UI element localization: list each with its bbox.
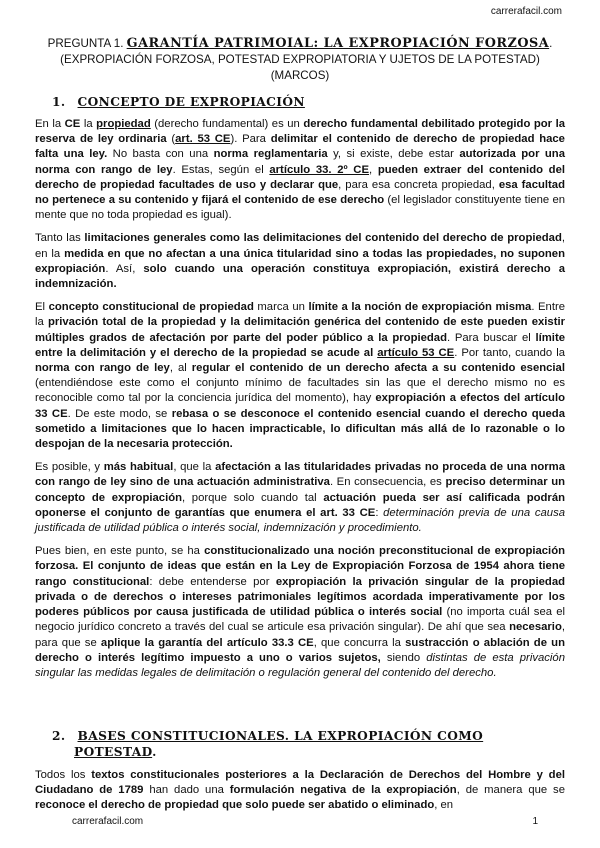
text-run: ). Para bbox=[230, 133, 271, 146]
text-run: . Estas, según el bbox=[172, 163, 270, 176]
text-run: CE bbox=[64, 118, 81, 130]
text-run: siendo bbox=[380, 651, 427, 664]
paragraph bbox=[35, 117, 565, 223]
text-run: . En consecuencia, es bbox=[329, 476, 446, 489]
text-run: autorizada por una norma con rango de ley bbox=[35, 148, 565, 176]
section-title: CONCEPTO DE EXPROPIACIÓN bbox=[77, 95, 305, 109]
text-run: expropiación la privación singular de la propiedad privada o de derechos o intereses patrimoniales legítimos acordada imperativamente por los poderes públicos por causa justificada de utilidad pública o interés social bbox=[35, 575, 566, 619]
text-run: , porque solo cuando tal bbox=[182, 491, 324, 504]
text-run: (entendiéndose este como el conjunto mínimo de facultades sin las que el derecho mismo no es reconocible como tal por la conciencia jurídica del momento), hay bbox=[35, 377, 565, 405]
title-prefix: PREGUNTA 1. bbox=[47, 37, 127, 50]
text-run: , bbox=[369, 163, 378, 176]
section-number: 1. bbox=[52, 95, 66, 109]
text-run: marca un bbox=[253, 301, 309, 314]
paragraph bbox=[35, 544, 565, 681]
text-run: Es posible, y bbox=[35, 461, 104, 474]
text-run: . De este modo, se bbox=[67, 407, 172, 420]
text-run: artículo 33. 2º CE bbox=[269, 163, 370, 176]
text-run: privación total de la propiedad y la delimitación genérica del contenido de este pueden existir múltiples grados de afectación por parte del poder público a la propiedad bbox=[35, 316, 565, 344]
text-run: No basta con una bbox=[107, 148, 214, 161]
section-title: BASES CONSTITUCIONALES. LA EXPROPIACIÓN COMO bbox=[77, 729, 484, 743]
text-run: : bbox=[375, 506, 384, 519]
text-run: derecho fundamental debilitado protegido por la reserva de ley ordinaria bbox=[35, 118, 565, 146]
section-heading-1 bbox=[52, 95, 305, 109]
page-footer bbox=[72, 816, 538, 827]
site-header: carrerafacil.com bbox=[490, 6, 562, 17]
page-title bbox=[34, 36, 566, 84]
title-main: GARANTÍA PATRIMOIAL: LA EXPROPIACIÓN FORZOSA bbox=[126, 36, 550, 51]
text-run: . Para buscar el bbox=[446, 331, 536, 344]
text-run: norma reglamentaria bbox=[213, 148, 328, 161]
text-run: expropiación a efectos del artículo 33 CE bbox=[35, 392, 566, 420]
text-run: El conjunto de ideas que están en la Ley de Expropiación Forzosa de 1954 ahora tiene rango constitucional bbox=[35, 560, 565, 588]
text-run: delimitar el contenido de derecho de propiedad hace falta una ley. bbox=[35, 133, 565, 161]
page-number: 1 bbox=[532, 816, 538, 827]
text-run: necesario bbox=[509, 621, 562, 634]
text-run: reconoce el derecho de propiedad que solo puede ser abatido o eliminado bbox=[35, 799, 435, 812]
paragraph-last bbox=[35, 768, 565, 814]
text-run: limitaciones generales como las delimitaciones del contenido del derecho de propiedad bbox=[84, 232, 562, 245]
text-run: aplique la garantía del artículo 33.3 CE bbox=[100, 636, 314, 649]
document-body bbox=[35, 117, 565, 689]
text-run: (el legislador constituyente tiene en mente que no toda propiedad es igual). bbox=[35, 194, 566, 222]
text-run: (no importa cuál sea el negocio jurídico concreto a través del cual se articule esa privación singular). De ahí que sea bbox=[35, 606, 565, 634]
text-run: esa facultad no pertenece a su contenido y fijará el contenido de ese derecho bbox=[35, 178, 565, 207]
text-run: sustracción o ablación de un derecho o interés legítimo impuesto a uno o varios sujetos, bbox=[35, 636, 565, 664]
text-run: preciso determinar un concepto de expropiación bbox=[35, 476, 566, 504]
text-run: medida en que no afectan a una única titularidad sino a todas las propiedades, no suponen expropiación bbox=[35, 247, 565, 275]
text-run: actuación pueda ser así calificada podrán oponerse el conjunto de garantías que enumera el art. 33 CE bbox=[35, 491, 566, 519]
text-run: En la bbox=[35, 118, 65, 130]
text-run: , para que se bbox=[35, 621, 565, 649]
text-run: Todos los bbox=[35, 769, 92, 781]
text-run: Pues bien, en este punto, se ha bbox=[35, 545, 205, 558]
text-run: . Así, bbox=[105, 262, 144, 275]
section-number: 2. bbox=[52, 729, 66, 743]
text-run: la bbox=[80, 118, 97, 130]
text-run: . Entre la bbox=[35, 301, 566, 329]
text-run: , al bbox=[169, 362, 192, 375]
text-run: , que la bbox=[173, 461, 216, 474]
text-run: rebasa o se desconoce el contenido esencial cuando el derecho queda sometido a limitaciones que lo hacen impracticable, lo dificultan más allá de lo razonable o lo despojan de la necesaria protección. bbox=[35, 407, 565, 451]
paragraph bbox=[35, 460, 565, 536]
text-run: más habitual bbox=[103, 461, 174, 474]
section-heading-2 bbox=[52, 728, 483, 760]
text-run: han dado una bbox=[143, 784, 230, 797]
section-title-continued: POTESTAD bbox=[74, 745, 153, 759]
text-run: pueden extraer del contenido del derecho de propiedad facultades de uso y declarar que bbox=[35, 163, 565, 191]
text-run: solo cuando una operación constituya expropiación, existirá derecho a indemnización. bbox=[35, 262, 565, 291]
text-run: distintas de esta privación singular las medidas legales de delimitación o regulación general del contenido del derecho. bbox=[35, 651, 565, 679]
text-run: , que concurra la bbox=[313, 636, 406, 649]
text-run: Tanto las bbox=[35, 232, 85, 245]
text-run: límite a la noción de expropiación misma bbox=[308, 301, 532, 314]
text-run: formulación negativa de la expropiación bbox=[229, 784, 457, 797]
text-run: determinación previa de una causa justificada de utilidad pública o interés social, indemnización y procedimiento. bbox=[35, 506, 565, 535]
footer-site: carrerafacil.com bbox=[72, 816, 144, 827]
text-run: constitucionalizado una noción preconstitucional de expropiación forzosa. bbox=[35, 545, 565, 573]
section-title-end: . bbox=[152, 745, 157, 759]
text-run: . Por tanto, cuando la bbox=[454, 346, 565, 359]
text-run: textos constitucionales posteriores a la Declaración de Derechos del Hombre y del Ciudadano de 1789 bbox=[35, 769, 565, 797]
text-run: afectación a las titularidades privadas no proceda de una norma con rango de ley sino de una actuación administrativa bbox=[35, 461, 565, 489]
text-run: límite entre la delimitación y el derecho de la propiedad se acude al bbox=[35, 331, 565, 359]
text-run: norma con rango de ley bbox=[35, 362, 170, 375]
text-run: (derecho fundamental) es un bbox=[150, 118, 304, 130]
text-run: art. 53 CE bbox=[175, 133, 231, 146]
text-run: y, si existe, debe estar bbox=[327, 148, 460, 161]
paragraph bbox=[35, 300, 565, 452]
text-run: , en la bbox=[35, 232, 565, 260]
text-run: , para esa concreta propiedad, bbox=[338, 178, 499, 191]
text-run: artículo 53 CE bbox=[377, 346, 455, 359]
text-run: ( bbox=[166, 133, 176, 146]
text-run: propiedad bbox=[96, 118, 151, 130]
paragraph bbox=[35, 231, 565, 292]
text-run: : debe entenderse por bbox=[149, 575, 276, 588]
text-run: El bbox=[35, 301, 49, 314]
text-run: regular el contenido de un derecho afecta a su contenido esencial bbox=[191, 362, 565, 375]
text-run: concepto constitucional de propiedad bbox=[48, 301, 254, 314]
title-subtitle: . (EXPROPIACIÓN FORZOSA, POTESTAD EXPROPIATORIA Y UJETOS DE LA POTESTAD) (MARCOS) bbox=[60, 37, 553, 82]
text-run: , de manera que se bbox=[456, 784, 565, 797]
text-run: , en bbox=[434, 799, 454, 812]
